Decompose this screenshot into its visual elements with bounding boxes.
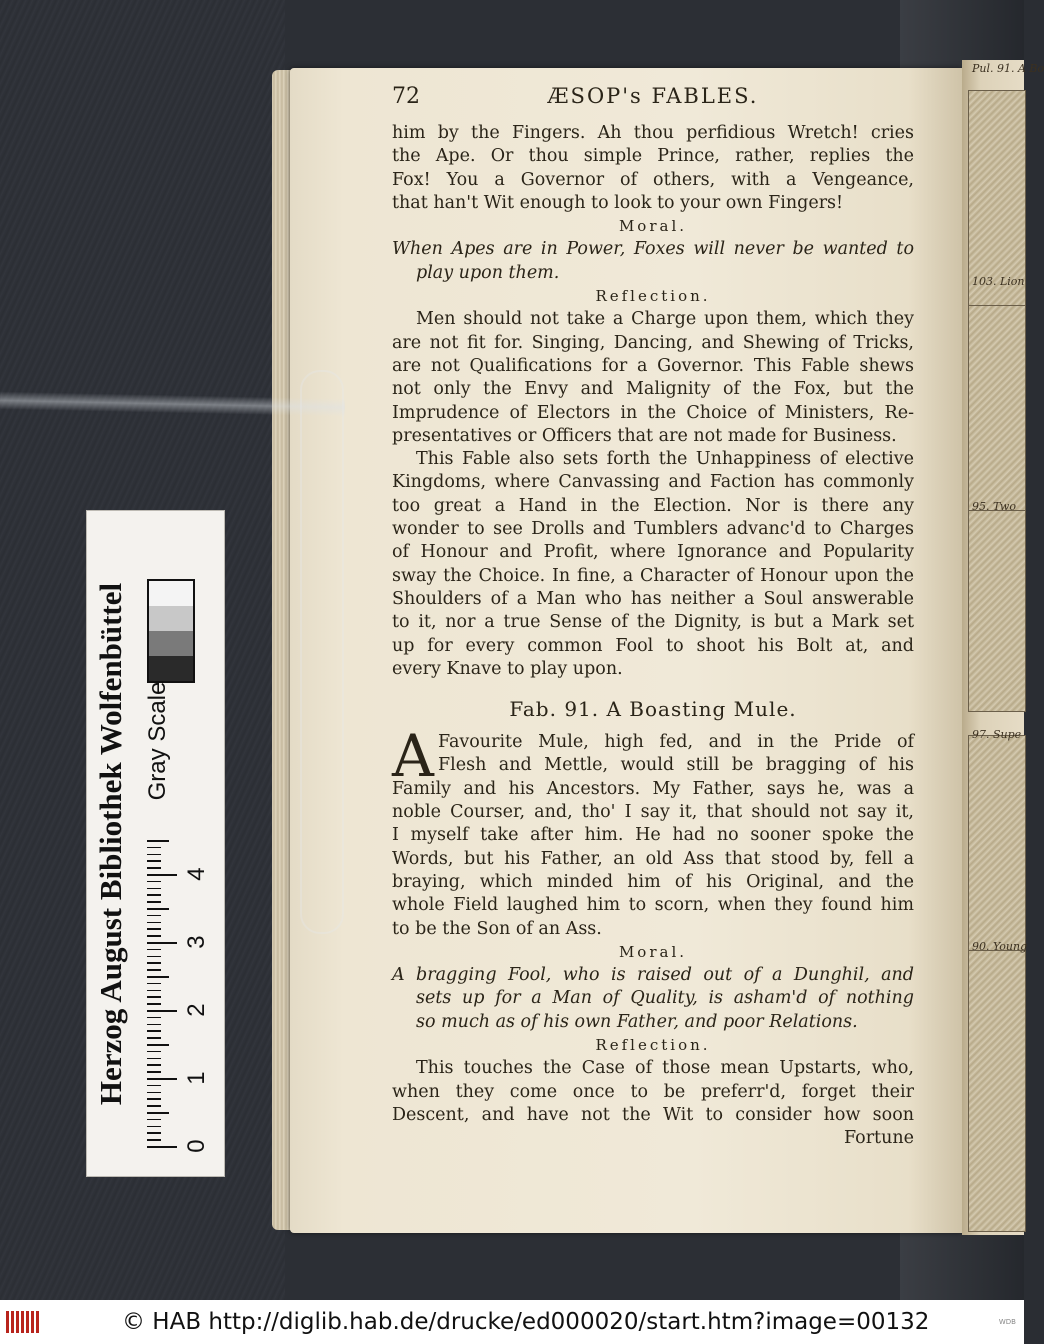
ruler-tick [147,1078,177,1080]
ruler-tick [147,901,161,903]
ruler-tick [147,1132,161,1134]
ruler-tick [147,1044,169,1046]
text-line: noble Courser, and, tho' I say it, that should not say it, [392,802,914,823]
ruler-tick [147,1017,161,1019]
ruler-tick [147,1098,161,1100]
text-line: the Ape. Or thou simple Prince, rather, replies the [392,146,914,167]
text-line: presentatives or Officers that are not made for Business. [392,425,897,446]
ruler-number: 3 [183,935,210,949]
text-line: Words, but his Father, an old Ass that stood by, fell a [392,848,914,869]
text-line: I myself take after him. He had no sooner spoke the [392,825,914,846]
text-line: Family and his Ancestors. My Father, says he, was a [392,778,914,799]
text-line: not only the Envy and Malignity of the Fox, but the [392,379,914,400]
ruler-tick [147,908,169,910]
text-line: up for every common Fool to shoot his Bolt at, and [392,635,914,656]
text-line: Flesh and Mettle, would still be bragging of his [438,755,914,776]
gray-swatch [149,581,193,606]
text-line: are not fit for. Singing, Dancing, and Shewing of Tricks, [392,332,914,353]
fable-title: Fab. 91. A Boasting Mule. [509,697,797,722]
text-line: Imprudence of Electors in the Choice of Ministers, Re- [392,402,914,423]
ruler [147,811,217,1151]
plate-label: 90. Young [972,940,1028,953]
engraving-plate [968,510,1026,712]
text-line: too great a Hand in the Election. Nor is there any [392,495,914,516]
ruler-tick [147,1119,161,1121]
ruler-tick [147,1030,161,1032]
ruler-number: 4 [183,867,210,881]
ruler-tick [147,1064,161,1066]
text-line: him by the Fingers. Ah thou perfidious Wretch! cries [392,123,914,143]
text-line: braying, which minded him of his Original, and the [392,871,914,892]
plate-label: 95. Two [972,500,1016,513]
gray-scale-card [86,510,225,1177]
facing-page [962,60,1044,1235]
ruler-tick [147,1139,161,1141]
text-line: to be the Son of an Ass. [392,918,602,939]
ruler-tick [147,1058,161,1060]
ruler-tick [147,922,161,924]
text-line: This touches the Case of those mean Upstarts, who, [416,1058,914,1079]
ruler-tick [147,935,161,937]
ruler-tick [147,1105,161,1107]
text-line: are not Qualifications for a Governor. This Fable shews [392,355,914,376]
ruler-tick [147,854,161,856]
gray-swatch [149,656,193,681]
text-line: Kingdoms, where Canvassing and Faction has commonly [392,472,914,493]
ruler-tick [147,881,161,883]
ruler-tick [147,949,161,951]
ruler-tick [147,996,161,998]
ruler-tick [147,983,161,985]
text-line: so much as of his own Father, and poor Relations. [416,1011,858,1032]
ruler-tick [147,990,161,992]
plate-label: Pul. 91. A Bo [972,62,1044,75]
fable-90-end [392,122,914,681]
text-line: play upon them. [416,262,560,283]
text-line: every Knave to play upon. [392,658,623,679]
text-line: Fox! You a Governor of others, with a Vengeance, [392,169,914,190]
fable-91-body [392,722,914,1150]
ruler-tick [147,942,177,944]
glare-reflection [300,370,344,934]
text-line: Shoulders of a Man who has neither a Soul answerable [392,588,914,609]
text-line: when they come once to be preferr'd, forget their [392,1081,914,1102]
page-text-block [392,84,914,1150]
gray-swatch [149,606,193,631]
plate-label: 103. Lion [972,275,1025,288]
gray-swatches [147,579,195,683]
text-line: sets up for a Man of Quality, is asham'd of nothing [416,988,914,1009]
page-number: 72 [392,84,420,109]
hab-logo-icon [6,1307,50,1337]
ruler-tick [147,976,169,978]
ruler-tick [147,867,161,869]
ruler-tick [147,1085,161,1087]
ruler-tick [147,1112,169,1114]
institution-label: Herzog August Bibliothek Wolfenbüttel [93,582,128,1105]
plate-label: 97. Supe [972,728,1022,741]
ruler-tick [147,860,161,862]
ruler-tick [147,962,161,964]
text-line: Favourite Mule, high fed, and in the Pride of [438,732,914,753]
ruler-number: 1 [183,1071,210,1085]
ruler-tick [147,847,161,849]
ruler-tick [147,1071,161,1073]
text-line: Descent, and have not the Wit to consider how soon [392,1104,914,1125]
text-line: Moral. [618,217,688,236]
ruler-tick [147,1037,161,1039]
drop-cap: A [392,722,434,791]
ruler-tick [147,888,161,890]
ruler-number: 2 [183,1003,210,1017]
footer-bar [0,1300,1024,1344]
ruler-tick [147,1010,177,1012]
ruler-tick [147,915,161,917]
ruler-number: 0 [183,1139,210,1153]
text-line: This Fable also sets forth the Unhappiness of elective [416,449,914,470]
text-line: Fortune [843,1128,914,1149]
engraving-plate [968,735,1026,962]
running-title: ÆSOP's FABLES. [547,84,759,108]
ruler-tick [147,874,177,876]
text-line: Reflection. [595,287,711,306]
text-line: to it, nor a true Sense of the Dignity, is but a Mark set [392,612,914,633]
text-line: Moral. [618,942,688,961]
ruler-tick [147,840,169,842]
gray-scale-label: Gray Scale [144,681,171,801]
text-line: wonder to see Drolls and Tumblers advanc'd to Charges [392,519,914,540]
wdb-tag: WDB [998,1318,1016,1326]
ruler-tick [147,1126,161,1128]
text-line: Reflection. [595,1035,711,1054]
engraving-plate [968,950,1026,1232]
ruler-tick [147,894,161,896]
ruler-tick [147,956,161,958]
copyright-url[interactable]: © HAB http://diglib.hab.de/drucke/ed000020/start.htm?image=00132 [122,1309,930,1335]
gray-swatch [149,631,193,656]
text-line: whole Field laughed him to scorn, when they found him [392,895,914,916]
ruler-tick [147,1024,161,1026]
text-line: that han't Wit enough to look to your own Fingers! [392,192,844,213]
text-line: When Apes are in Power, Foxes will never be wanted to [392,239,914,260]
ruler-tick [147,1003,161,1005]
ruler-tick [147,1092,161,1094]
text-line: sway the Choice. In fine, a Character of Honour upon the [392,565,914,586]
text-line: A bragging Fool, who is raised out of a Dunghil, and [392,965,914,986]
running-head [392,84,914,122]
ruler-tick [147,1146,177,1148]
ruler-tick [147,928,161,930]
text-line: of Honour and Profit, where Ignorance and Popularity [392,542,914,563]
ruler-tick [147,969,161,971]
ruler-tick [147,1051,161,1053]
text-line: Men should not take a Charge upon them, which they [416,309,914,330]
